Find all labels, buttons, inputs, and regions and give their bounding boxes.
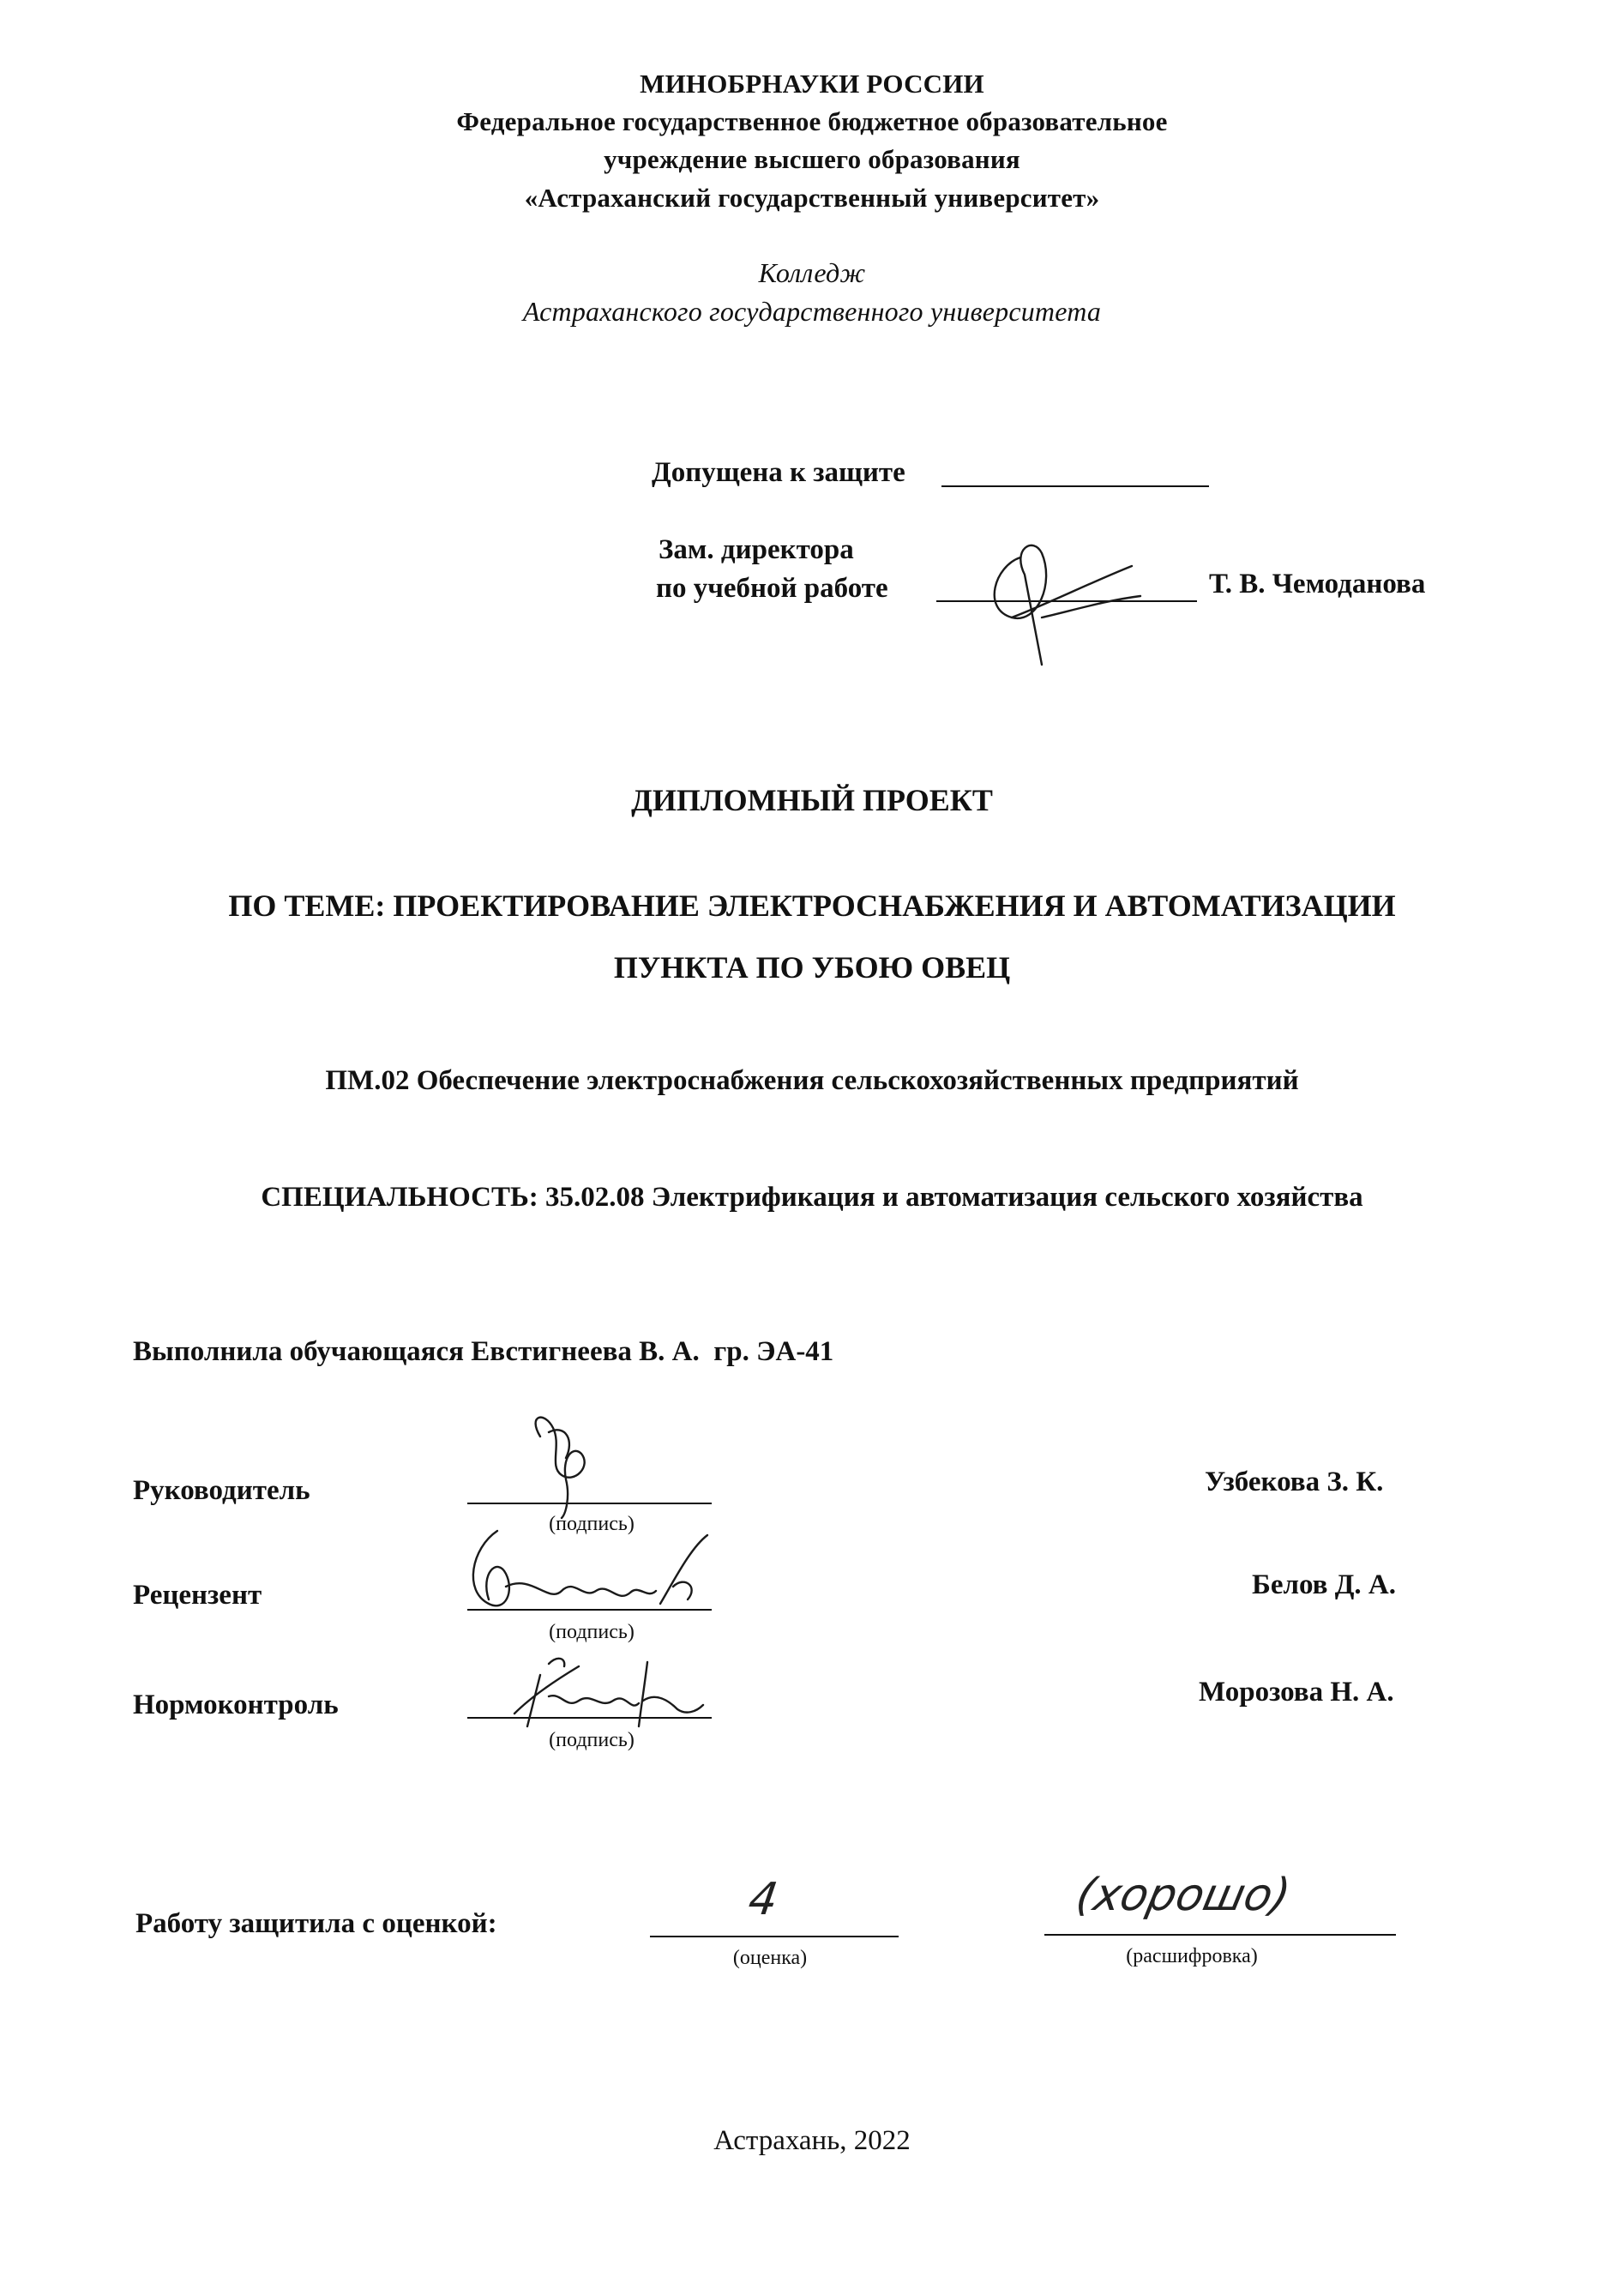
decoding-caption: (расшифровка) bbox=[1126, 1945, 1258, 1967]
specialty-label: СПЕЦИАЛЬНОСТЬ: bbox=[261, 1182, 538, 1213]
supervisor-name: Узбекова З. К. bbox=[1205, 1467, 1384, 1497]
specialty-value: 35.02.08 Электрификация и автоматизация сельского хозяйства bbox=[545, 1182, 1363, 1213]
university-name: «Астраханский государственный университет» bbox=[524, 183, 1100, 213]
approver-signature-image bbox=[960, 515, 1149, 669]
author-label: Выполнила обучающаяся Евстигнеева В. А. bbox=[133, 1336, 700, 1367]
norm-control-signature-caption: (подпись) bbox=[549, 1729, 635, 1751]
author-group: гр. ЭА-41 bbox=[713, 1336, 834, 1367]
supervisor-role: Руководитель bbox=[133, 1475, 310, 1506]
college-line-2: Астраханского государственного университета bbox=[522, 296, 1102, 327]
grade-text-handwritten: (хорошо) bbox=[1071, 1870, 1296, 1921]
supervisor-signature-caption: (подпись) bbox=[549, 1513, 635, 1535]
supervisor-signature-image bbox=[514, 1407, 669, 1522]
decoding-line bbox=[1044, 1934, 1396, 1936]
approver-name: Т. В. Чемоданова bbox=[1209, 569, 1426, 599]
ministry-name: МИНОБРНАУКИ РОССИИ bbox=[640, 69, 984, 99]
admitted-line bbox=[941, 485, 1209, 487]
reviewer-role: Рецензент bbox=[133, 1580, 262, 1611]
topic-line-2: ПУНКТА ПО УБОЮ ОВЕЦ bbox=[613, 950, 1011, 985]
reviewer-signature-caption: (подпись) bbox=[549, 1621, 635, 1643]
norm-control-name: Морозова Н. А. bbox=[1199, 1677, 1394, 1708]
author-line bbox=[133, 1336, 833, 1368]
grade-handwritten: 4 bbox=[745, 1874, 781, 1925]
document-type: ДИПЛОМНЫЙ ПРОЕКТ bbox=[631, 783, 993, 817]
grade-caption: (оценка) bbox=[732, 1947, 808, 1969]
reviewer-name: Белов Д. А. bbox=[1252, 1569, 1397, 1600]
topic-line-1: ПО ТЕМЕ: ПРОЕКТИРОВАНИЕ ЭЛЕКТРОСНАБЖЕНИЯ И АВТОМАТИЗАЦИИ bbox=[228, 888, 1396, 923]
institution-line-2: учреждение высшего образования bbox=[604, 144, 1020, 174]
grade-line bbox=[650, 1936, 899, 1937]
institution-line-1: Федеральное государственное бюджетное образовательное bbox=[456, 106, 1168, 136]
defense-label: Работу защитила с оценкой: bbox=[135, 1908, 497, 1939]
reviewer-signature-image bbox=[454, 1522, 729, 1625]
position-line-1: Зам. директора bbox=[659, 534, 854, 565]
specialty bbox=[0, 1182, 1624, 1214]
norm-control-signature-image bbox=[497, 1645, 720, 1739]
admitted-label: Допущена к защите bbox=[652, 457, 905, 488]
college-line-1: Колледж bbox=[758, 257, 866, 288]
norm-control-role: Нормоконтроль bbox=[133, 1690, 339, 1720]
city-year: Астрахань, 2022 bbox=[713, 2125, 911, 2156]
position-line-2: по учебной работе bbox=[656, 573, 888, 604]
professional-module: ПМ.02 Обеспечение электроснабжения сельскохозяйственных предприятий bbox=[325, 1065, 1299, 1096]
